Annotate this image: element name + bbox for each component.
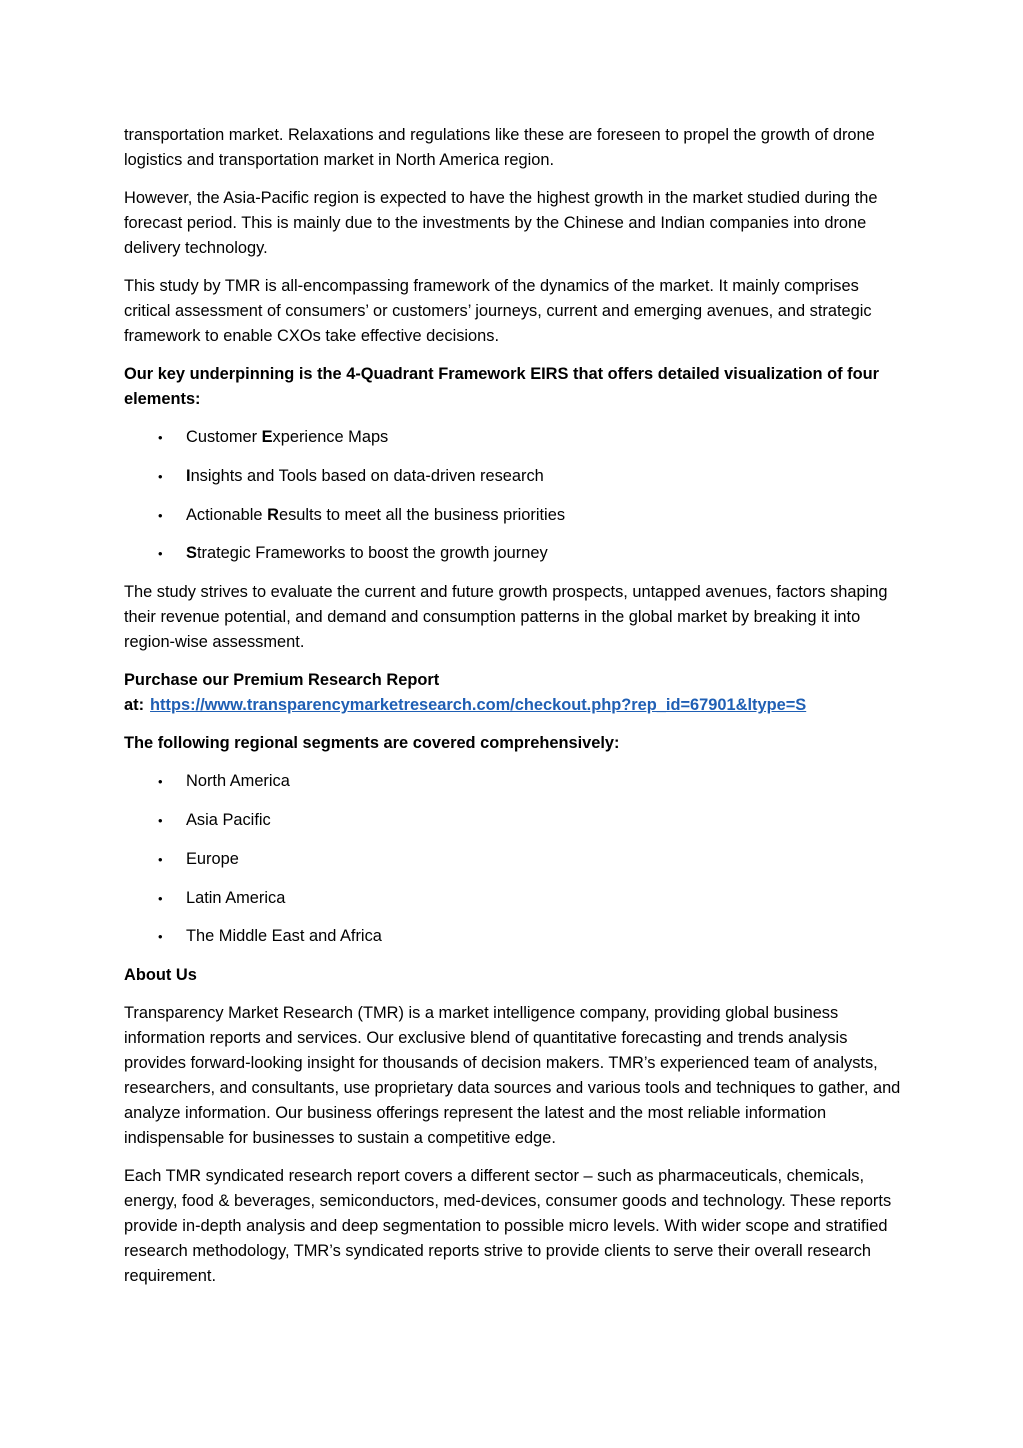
purchase-title: Purchase our Premium Research Report xyxy=(124,671,440,690)
list-item xyxy=(124,541,909,566)
item-rest: xperience Maps xyxy=(272,428,389,446)
list-item xyxy=(124,769,909,794)
key-underpinning-heading: Our key underpinning is the 4-Quadrant Framework EIRS that offers detailed visualization of four elements: xyxy=(124,365,879,408)
item-initial: S xyxy=(186,544,197,563)
item-initial: I xyxy=(186,466,191,485)
regions-heading: The following regional segments are covered comprehensively: xyxy=(124,734,620,753)
list-item xyxy=(124,464,909,489)
list-item xyxy=(124,924,909,949)
list-item xyxy=(124,425,909,450)
region-label: Asia Pacific xyxy=(186,810,271,829)
list-item xyxy=(124,847,909,872)
bullet-icon: • xyxy=(158,890,163,906)
item-rest: esults to meet all the business priorities xyxy=(278,505,566,524)
bullet-icon: • xyxy=(158,851,163,867)
item-rest: trategic Frameworks to boost the growth journey xyxy=(196,544,548,563)
region-label: North America xyxy=(186,772,290,791)
region-label: Europe xyxy=(186,849,239,868)
bullet-icon: • xyxy=(158,468,163,484)
item-prefix: Customer xyxy=(186,428,262,446)
region-label: Latin America xyxy=(186,888,286,907)
paragraph-study-evaluation: The study strives to evaluate the current and future growth prospects, untapped avenues, factors shaping their revenue potential, and demand and consumption patterns in the global market by breaking it into region-wise assessment. xyxy=(124,583,888,652)
item-initial: E xyxy=(261,428,273,446)
regions-list xyxy=(124,769,909,949)
bullet-icon: • xyxy=(158,430,163,445)
purchase-block xyxy=(124,668,909,718)
bullet-icon: • xyxy=(158,507,163,523)
bullet-icon: • xyxy=(158,774,163,790)
list-item xyxy=(124,886,909,911)
eirs-list xyxy=(124,425,909,566)
item-rest: nsights and Tools based on data-driven research xyxy=(190,466,544,485)
paragraph-north-america-growth: transportation market. Relaxations and regulations like these are foreseen to propel the growth of drone logistics and transportation market in North America region. xyxy=(124,126,875,169)
syndicated-report-paragraph: Each TMR syndicated research report covers a different sector – such as pharmaceuticals, chemicals, energy, food & beverages, semiconductors, med-devices, consumer goods and technology. These reports provide in-depth analysis and deep segmentation to possible micro levels. With wider scope and stratified research methodology, TMR’s syndicated reports strive to provide clients to serve their overall research requirement. xyxy=(124,1167,892,1286)
item-initial: R xyxy=(267,505,279,524)
purchase-at-label: at: xyxy=(124,696,145,715)
bullet-icon: • xyxy=(158,546,163,562)
bullet-icon: • xyxy=(158,929,163,945)
purchase-link[interactable]: https://www.transparencymarketresearch.com/checkout.php?rep_id=67901&ltype=S xyxy=(150,696,807,715)
paragraph-asia-pacific-growth: However, the Asia-Pacific region is expected to have the highest growth in the market studied during the forecast period. This is mainly due to the investments by the Chinese and Indian companies into drone delivery technology. xyxy=(124,189,878,257)
bullet-icon: • xyxy=(158,812,163,828)
item-prefix: Actionable xyxy=(186,505,268,524)
paragraph-study-framework: This study by TMR is all-encompassing framework of the dynamics of the market. It mainly comprises critical assessment of consumers’ or customers’ journeys, current and emerging avenues, and strategic framework to enable CXOs take effective decisions. xyxy=(124,277,872,345)
list-item xyxy=(124,503,909,528)
about-us-heading: About Us xyxy=(124,966,197,985)
about-us-paragraph: Transparency Market Research (TMR) is a market intelligence company, providing global business information reports and services. Our exclusive blend of quantitative forecasting and trends analysis provides forward-looking insight for thousands of decision makers. TMR’s experienced team of analysts, researchers, and consultants, use proprietary data sources and various tools and techniques to gather, and analyze information. Our business offerings represent the latest and the most reliable information indispensable for businesses to sustain a competitive edge. xyxy=(124,1004,901,1148)
document-page xyxy=(124,123,909,1302)
list-item xyxy=(124,808,909,833)
region-label: The Middle East and Africa xyxy=(186,927,382,946)
